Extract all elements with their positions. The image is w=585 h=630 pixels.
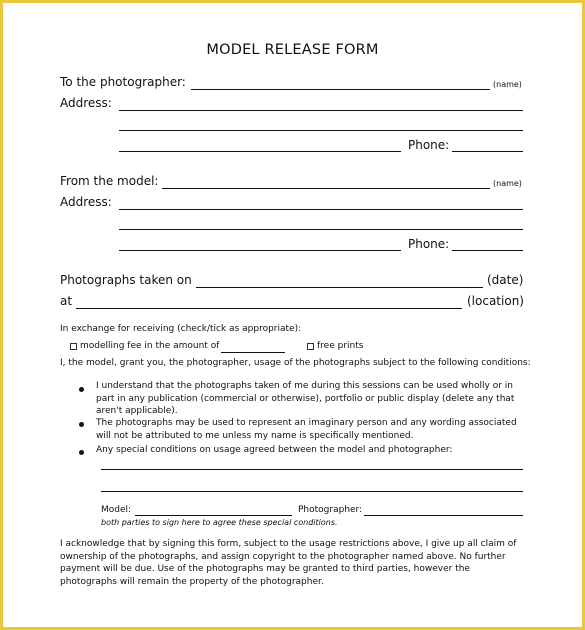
modelling-fee-checkbox[interactable] [70, 343, 77, 350]
condition-3: Any special conditions on usage agreed between the model and photographer: [96, 445, 453, 455]
photographer-phone-label: Phone: [408, 138, 450, 152]
acknowledgement [60, 538, 516, 588]
model-name-field[interactable] [162, 188, 490, 189]
from-model-label: From the model: [60, 174, 159, 188]
condition-2 [96, 417, 517, 442]
grant-text: I, the model, grant you, the photographer, usage of the photographs subject to the following conditions: [60, 358, 531, 368]
special-conditions-line-2[interactable] [101, 491, 523, 492]
photographer-signature-field[interactable] [364, 515, 523, 516]
photographer-signature-label: Photographer: [298, 505, 363, 515]
photographs-taken-label: Photographs taken on [60, 273, 192, 287]
modelling-fee-amount-field[interactable] [221, 352, 285, 353]
modelling-fee-label: modelling fee in the amount of [80, 341, 220, 351]
date-hint: (date) [487, 273, 524, 287]
form-title: MODEL RELEASE FORM [206, 42, 379, 58]
sign-note: both parties to sign here to agree these special conditions. [101, 518, 338, 527]
model-phone-label: Phone: [408, 237, 450, 251]
free-prints-checkbox[interactable] [307, 343, 314, 350]
location-hint: (location) [467, 294, 524, 308]
acknowledgement-line: photographs will remain the property of the photographer. [60, 576, 324, 587]
model-phone-field[interactable] [452, 250, 523, 251]
photographer-address-label: Address: [60, 96, 112, 110]
model-address-line-2[interactable] [119, 229, 523, 230]
photographer-name-field[interactable] [191, 89, 490, 90]
bullet-icon [79, 387, 84, 392]
photographer-address-line-1[interactable] [119, 110, 523, 111]
at-label: at [60, 294, 73, 308]
location-field[interactable] [76, 308, 462, 309]
condition-2-line: The photographs may be used to represent an imaginary person and any wording associated [96, 418, 517, 428]
model-signature-label: Model: [101, 505, 132, 515]
model-name-hint: (name) [493, 179, 522, 188]
condition-1-line: aren't applicable). [96, 406, 178, 416]
condition-1-line: I understand that the photographs taken of me during this sessions can be used wholly or in [96, 381, 513, 391]
bullet-icon [79, 422, 84, 427]
model-address-label: Address: [60, 195, 112, 209]
acknowledgement-line: I acknowledge that by signing this form, subject to the usage restrictions above, I give up all claim of [60, 539, 517, 549]
bullet-icon [79, 450, 84, 455]
photographer-phone-field[interactable] [452, 151, 523, 152]
photographer-address-line-2[interactable] [119, 130, 523, 131]
condition-1 [96, 380, 514, 418]
special-conditions-line-1[interactable] [101, 469, 523, 470]
model-address-line-3[interactable] [119, 250, 401, 251]
exchange-text: In exchange for receiving (check/tick as appropriate): [60, 324, 302, 334]
model-signature-field[interactable] [135, 515, 292, 516]
model-address-line-1[interactable] [119, 209, 523, 210]
condition-2-line: will not be attributed to me unless my name is specifically mentioned. [96, 430, 414, 441]
acknowledgement-line: payment will be due. Use of the photographs may be granted to third parties, however the [60, 564, 470, 574]
photographer-address-line-3[interactable] [119, 151, 401, 152]
photographer-name-hint: (name) [493, 80, 522, 89]
condition-1-line: part in any publication (commercial or otherwise), portfolio or public display (delete any that [96, 393, 515, 404]
form-page [3, 3, 582, 627]
to-photographer-label: To the photographer: [60, 75, 186, 89]
date-field[interactable] [196, 287, 483, 288]
acknowledgement-line: ownership of the photographs, and assign copyright to the photographer named above. No further [60, 551, 506, 562]
free-prints-label: free prints [317, 341, 364, 351]
